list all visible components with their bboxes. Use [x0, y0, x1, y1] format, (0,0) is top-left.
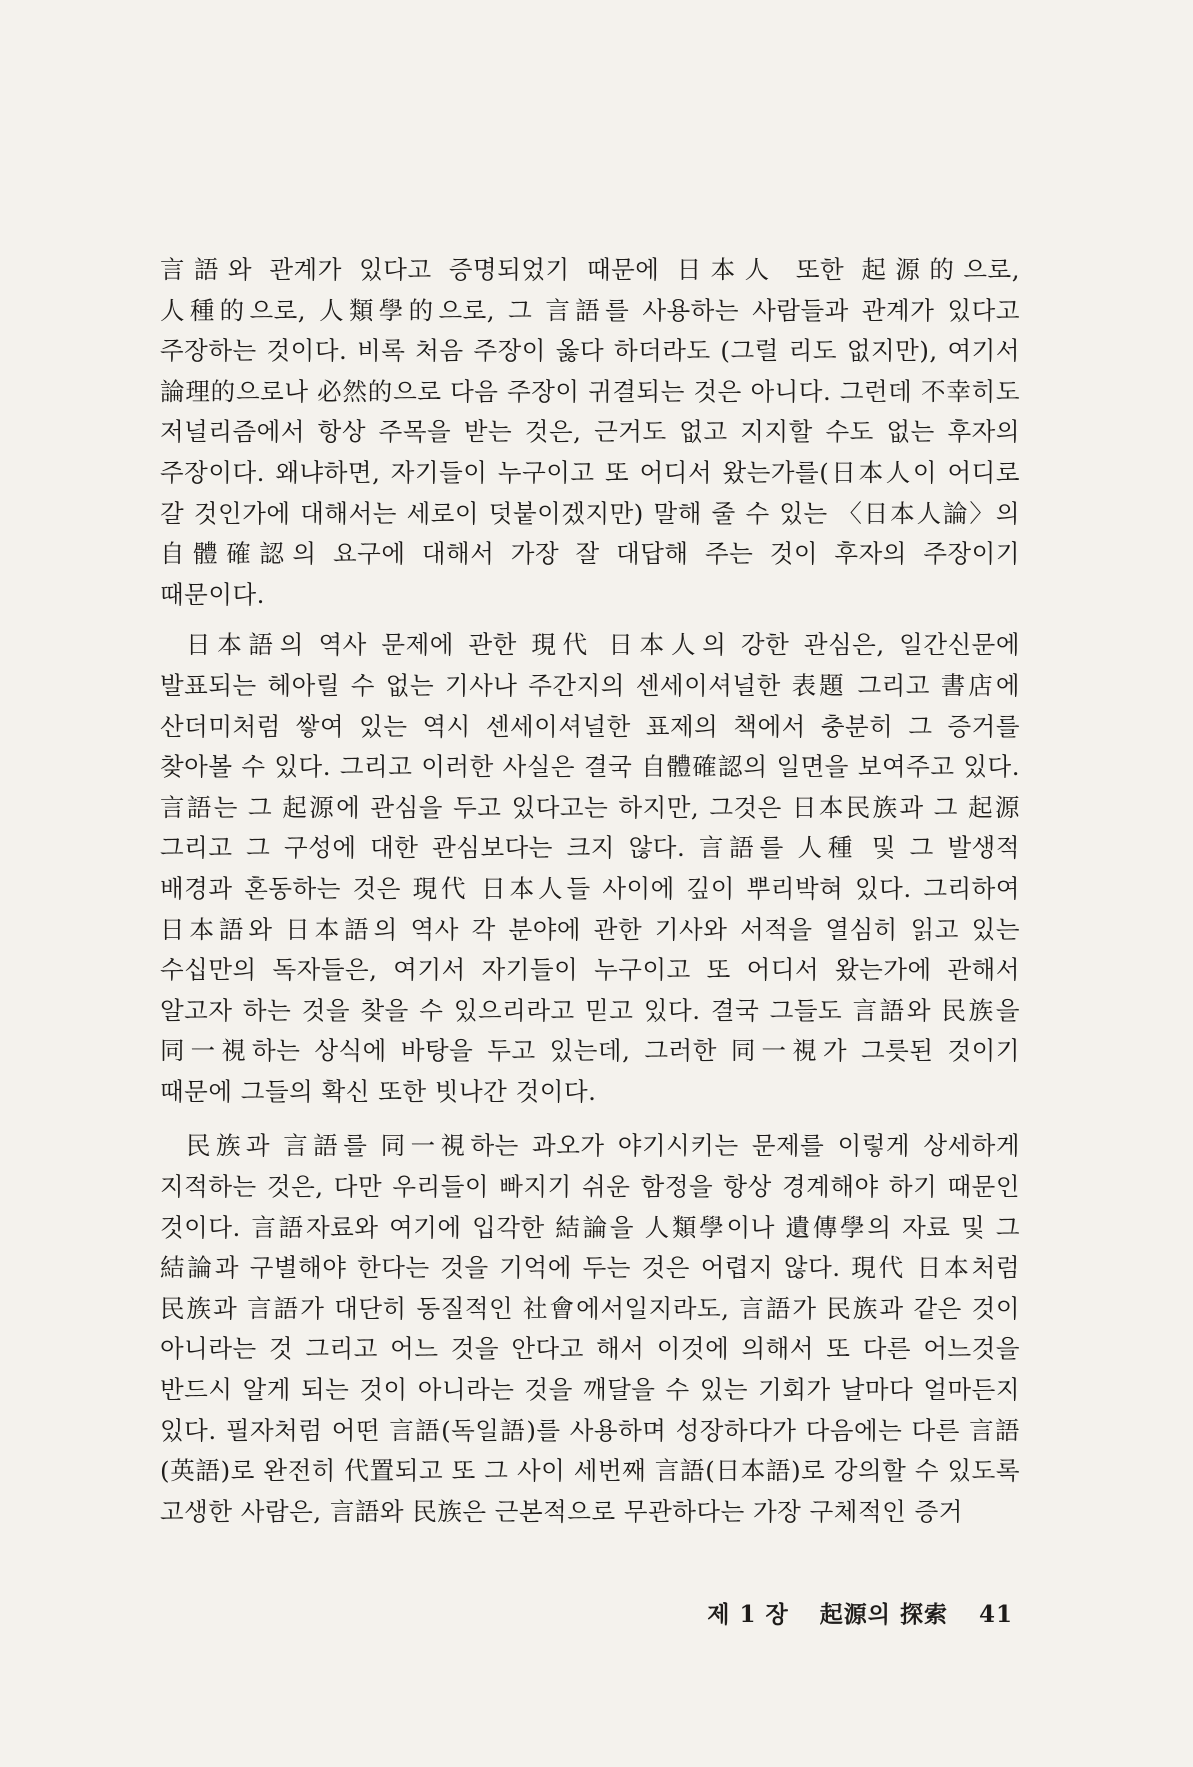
chapter-label: 제 1 장 [707, 1601, 789, 1628]
running-footer [707, 1596, 1013, 1629]
chapter-title: 起源의 探索 [819, 1601, 948, 1628]
page-body [160, 250, 1020, 1532]
paragraph-3: 民族과 言語를 同一視하는 과오가 야기시키는 문제를 이렇게 상세하게 지적하는 것은, 다만 우리들이 빠지기 쉬운 함정을 항상 경계해야 하기 때문인 것이다. 言語자료와 여기에 입각한 結論을 人類學이나 遺傳學의 자료 및 그 結論과 구별해야 한다는 것을 기억에 두는 것은 어렵지 않다. 現代 日本처럼 民族과 言語가 대단히 동질적인 社會에서일지라도, 言語가 民族과 같은 것이 아니라는 것 그리고 어느 것을 안다고 해서 이것에 의해서 또 다른 어느것을 반드시 알게 되는 것이 아니라는 것을 깨달을 수 있는 기회가 날마다 얼마든지 있다. 필자처럼 어떤 言語(독일語)를 사용하며 성장하다가 다음에는 다른 言語(英語)로 완전히 代置되고 또 그 사이 세번째 言語(日本語)로 강의할 수 있도록 고생한 사람은, 言語와 民族은 근본적으로 무관하다는 가장 구체적인 증거 [160, 1131, 1020, 1526]
paragraph-2: 日本語의 역사 문제에 관한 現代 日本人의 강한 관심은, 일간신문에 발표되는 헤아릴 수 없는 기사나 주간지의 센세이셔널한 表題 그리고 書店에 산더미처럼 쌓여 있는 역시 센세이셔널한 표제의 책에서 충분히 그 증거를 찾아볼 수 있다. 그리고 이러한 사실은 결국 自體確認의 일면을 보여주고 있다. 言語는 그 起源에 관심을 두고 있다고는 하지만, 그것은 日本民族과 그 起源 그리고 그 구성에 대한 관심보다는 크지 않다. 言語를 人種 및 그 발생적 배경과 혼동하는 것은 現代 日本人들 사이에 깊이 뿌리박혀 있다. 그리하여 日本語와 日本語의 역사 각 분야에 관한 기사와 서적을 열심히 읽고 있는 수십만의 독자들은, 여기서 자기들이 누구이고 또 어디서 왔는가에 관해서 알고자 하는 것을 찾을 수 있으리라고 믿고 있다. 결국 그들도 言語와 民族을 同一視하는 상식에 바탕을 두고 있는데, 그러한 同一視가 그릇된 것이기 때문에 그들의 확신 또한 빗나간 것이다. [160, 630, 1020, 1106]
paragraph-1: 言語와 관계가 있다고 증명되었기 때문에 日本人 또한 起源的으로, 人種的으로, 人類學的으로, 그 言語를 사용하는 사람들과 관계가 있다고 주장하는 것이다. 비록 처음 주장이 옳다 하더라도 (그럴 리도 없지만), 여기서 論理的으로나 必然的으로 다음 주장이 귀결되는 것은 아니다. 그런데 不幸히도 저널리즘에서 항상 주목을 받는 것은, 근거도 없고 지지할 수도 없는 후자의 주장이다. 왜냐하면, 자기들이 누구이고 또 어디서 왔는가를(日本人이 어디로 갈 것인가에 대해서는 세로이 덧붙이겠지만) 말해 줄 수 있는 〈日本人論〉의 自體確認의 요구에 대해서 가장 잘 대답해 주는 것이 후자의 주장이기 때문이다. [160, 255, 1020, 609]
page-number: 41 [978, 1601, 1013, 1628]
